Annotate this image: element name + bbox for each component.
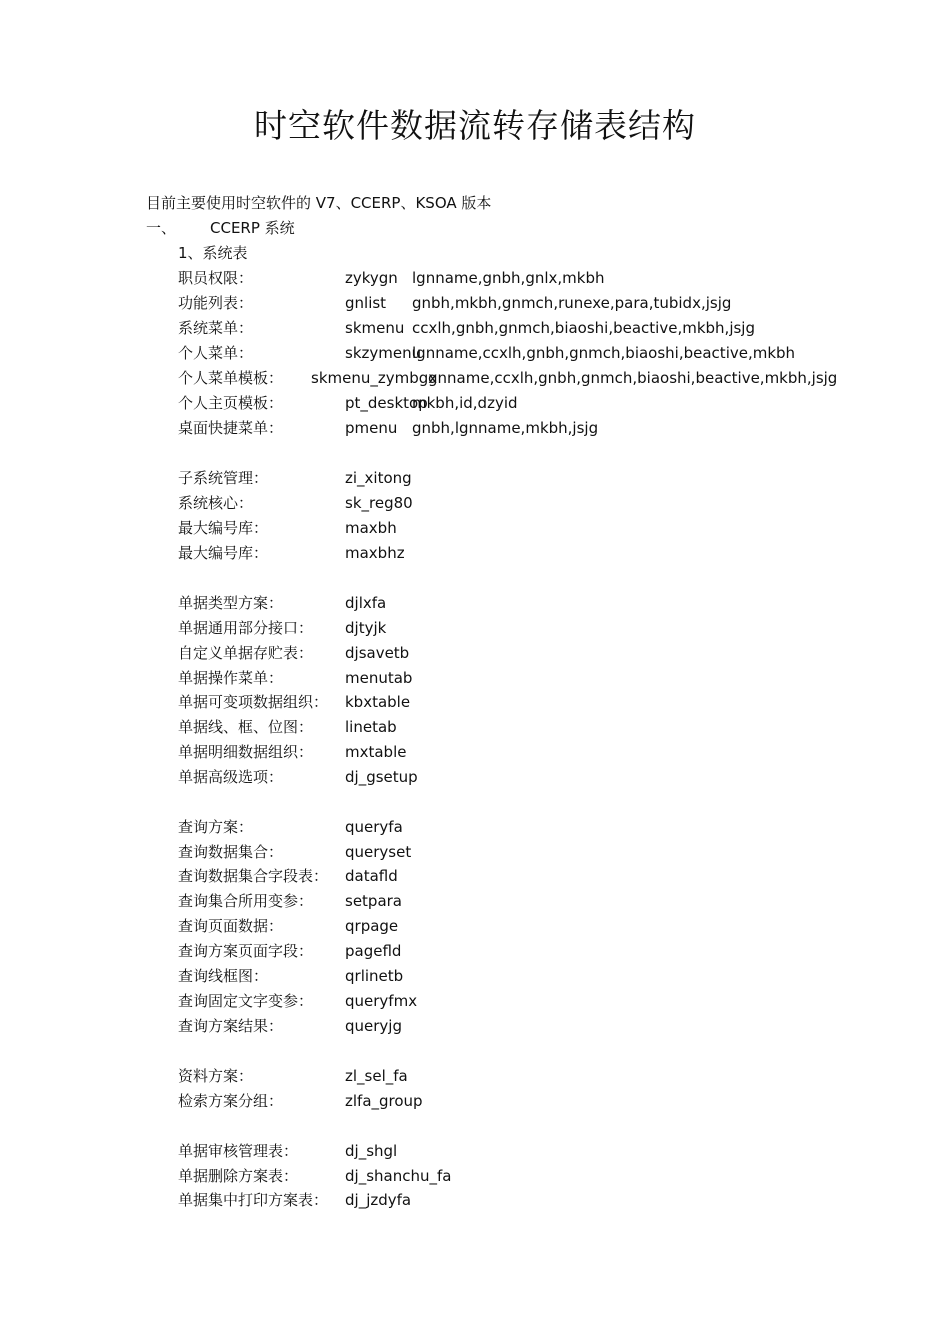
row-fields: ccxlh,gnbh,gnmch,biaoshi,beactive,mkbh,jsjg [412, 319, 755, 337]
row-table-name: djsavetb [345, 644, 410, 662]
row-label: 单据删除方案表： [178, 1167, 299, 1185]
row-table-name: queryfa [345, 818, 403, 836]
section-heading [146, 218, 295, 238]
row-table-name: sk_reg80 [345, 494, 413, 512]
row-label: 查询页面数据： [178, 917, 284, 935]
row-table-name: queryset [345, 843, 412, 861]
row-label: 系统菜单： [178, 319, 254, 337]
document-title: 时空软件数据流转存储表结构 [254, 106, 696, 145]
row-label: 最大编号库： [178, 544, 269, 562]
row-label: 单据线、框、位图： [178, 718, 314, 736]
row-table-name: queryfmx [345, 992, 418, 1010]
row-table-name: queryjg [345, 1017, 402, 1035]
row-fields: lgnname,gnbh,gnlx,mkbh [412, 269, 605, 287]
subsection-heading: 1、系统表 [178, 244, 248, 262]
row-fields: lgnname,ccxlh,gnbh,gnmch,biaoshi,beactive,mkbh [412, 344, 796, 362]
row-table-name: dj_jzdyfa [345, 1191, 412, 1209]
row-fields: gnbh,lgnname,mkbh,jsjg [412, 419, 599, 437]
row-table-name: qrpage [345, 917, 399, 935]
row-fields: gnbh,mkbh,gnmch,runexe,para,tubidx,jsjg [412, 294, 732, 312]
section-number: 一、 [146, 219, 177, 237]
row-label: 单据可变项数据组织： [178, 693, 329, 711]
row-label: 单据集中打印方案表： [178, 1191, 329, 1209]
row-fields: gnname,ccxlh,gnbh,gnmch,biaoshi,beactive,mkbh,jsjg [428, 369, 838, 387]
section-name: CCERP 系统 [210, 219, 295, 237]
row-label: 单据高级选项： [178, 768, 284, 786]
row-label: 单据审核管理表： [178, 1142, 299, 1160]
row-label: 单据类型方案： [178, 594, 284, 612]
row-table-name: maxbh [345, 519, 397, 537]
row-label: 个人主页模板： [178, 394, 284, 412]
row-table-name: linetab [345, 718, 397, 736]
row-label: 功能列表： [178, 294, 254, 312]
row-label: 自定义单据存贮表： [178, 644, 314, 662]
row-label: 查询方案： [178, 818, 254, 836]
row-table-name: djlxfa [345, 594, 387, 612]
row-label: 查询数据集合字段表： [178, 867, 329, 885]
row-label: 个人菜单： [178, 344, 254, 362]
row-table-name: zl_sel_fa [345, 1067, 408, 1085]
row-label: 最大编号库： [178, 519, 269, 537]
row-label: 单据明细数据组织： [178, 743, 314, 761]
row-label: 单据通用部分接口： [178, 619, 314, 637]
row-label: 资料方案： [178, 1067, 254, 1085]
row-label: 查询方案结果： [178, 1017, 284, 1035]
row-table-name: pmenu [345, 419, 398, 437]
row-table-name: qrlinetb [345, 967, 404, 985]
row-table-name: pagefld [345, 942, 402, 960]
row-table-name: dj_shanchu_fa [345, 1167, 452, 1185]
row-label: 查询方案页面字段： [178, 942, 314, 960]
row-table-name: gnlist [345, 294, 387, 312]
row-label: 查询数据集合： [178, 843, 284, 861]
row-table-name: dj_shgl [345, 1142, 398, 1160]
row-table-name: djtyjk [345, 619, 387, 637]
row-table-name: skmenu_zymbgx [311, 369, 438, 387]
row-label: 查询集合所用变参： [178, 892, 314, 910]
row-label: 个人菜单模板： [178, 369, 284, 387]
row-label: 单据操作菜单： [178, 669, 284, 687]
intro-paragraph: 目前主要使用时空软件的 V7、CCERP、KSOA 版本 [146, 194, 492, 212]
row-label: 检索方案分组： [178, 1092, 284, 1110]
row-table-name: zykygn [345, 269, 398, 287]
row-table-name: mxtable [345, 743, 407, 761]
row-label: 查询线框图： [178, 967, 269, 985]
row-label: 系统核心： [178, 494, 254, 512]
row-table-name: datafld [345, 867, 398, 885]
row-label: 子系统管理： [178, 469, 269, 487]
row-table-name: menutab [345, 669, 413, 687]
row-fields: mkbh,id,dzyid [412, 394, 518, 412]
row-table-name: zi_xitong [345, 469, 412, 487]
row-label: 职员权限： [178, 269, 254, 287]
row-table-name: kbxtable [345, 693, 411, 711]
row-table-name: zlfa_group [345, 1092, 423, 1110]
row-label: 桌面快捷菜单： [178, 419, 284, 437]
row-table-name: setpara [345, 892, 402, 910]
row-table-name: skmenu [345, 319, 405, 337]
row-table-name: dj_gsetup [345, 768, 418, 786]
row-table-name: maxbhz [345, 544, 405, 562]
row-table-name: skzymenu [345, 344, 422, 362]
row-table-name: pt_desktop [345, 394, 428, 412]
row-label: 查询固定文字变参： [178, 992, 314, 1010]
